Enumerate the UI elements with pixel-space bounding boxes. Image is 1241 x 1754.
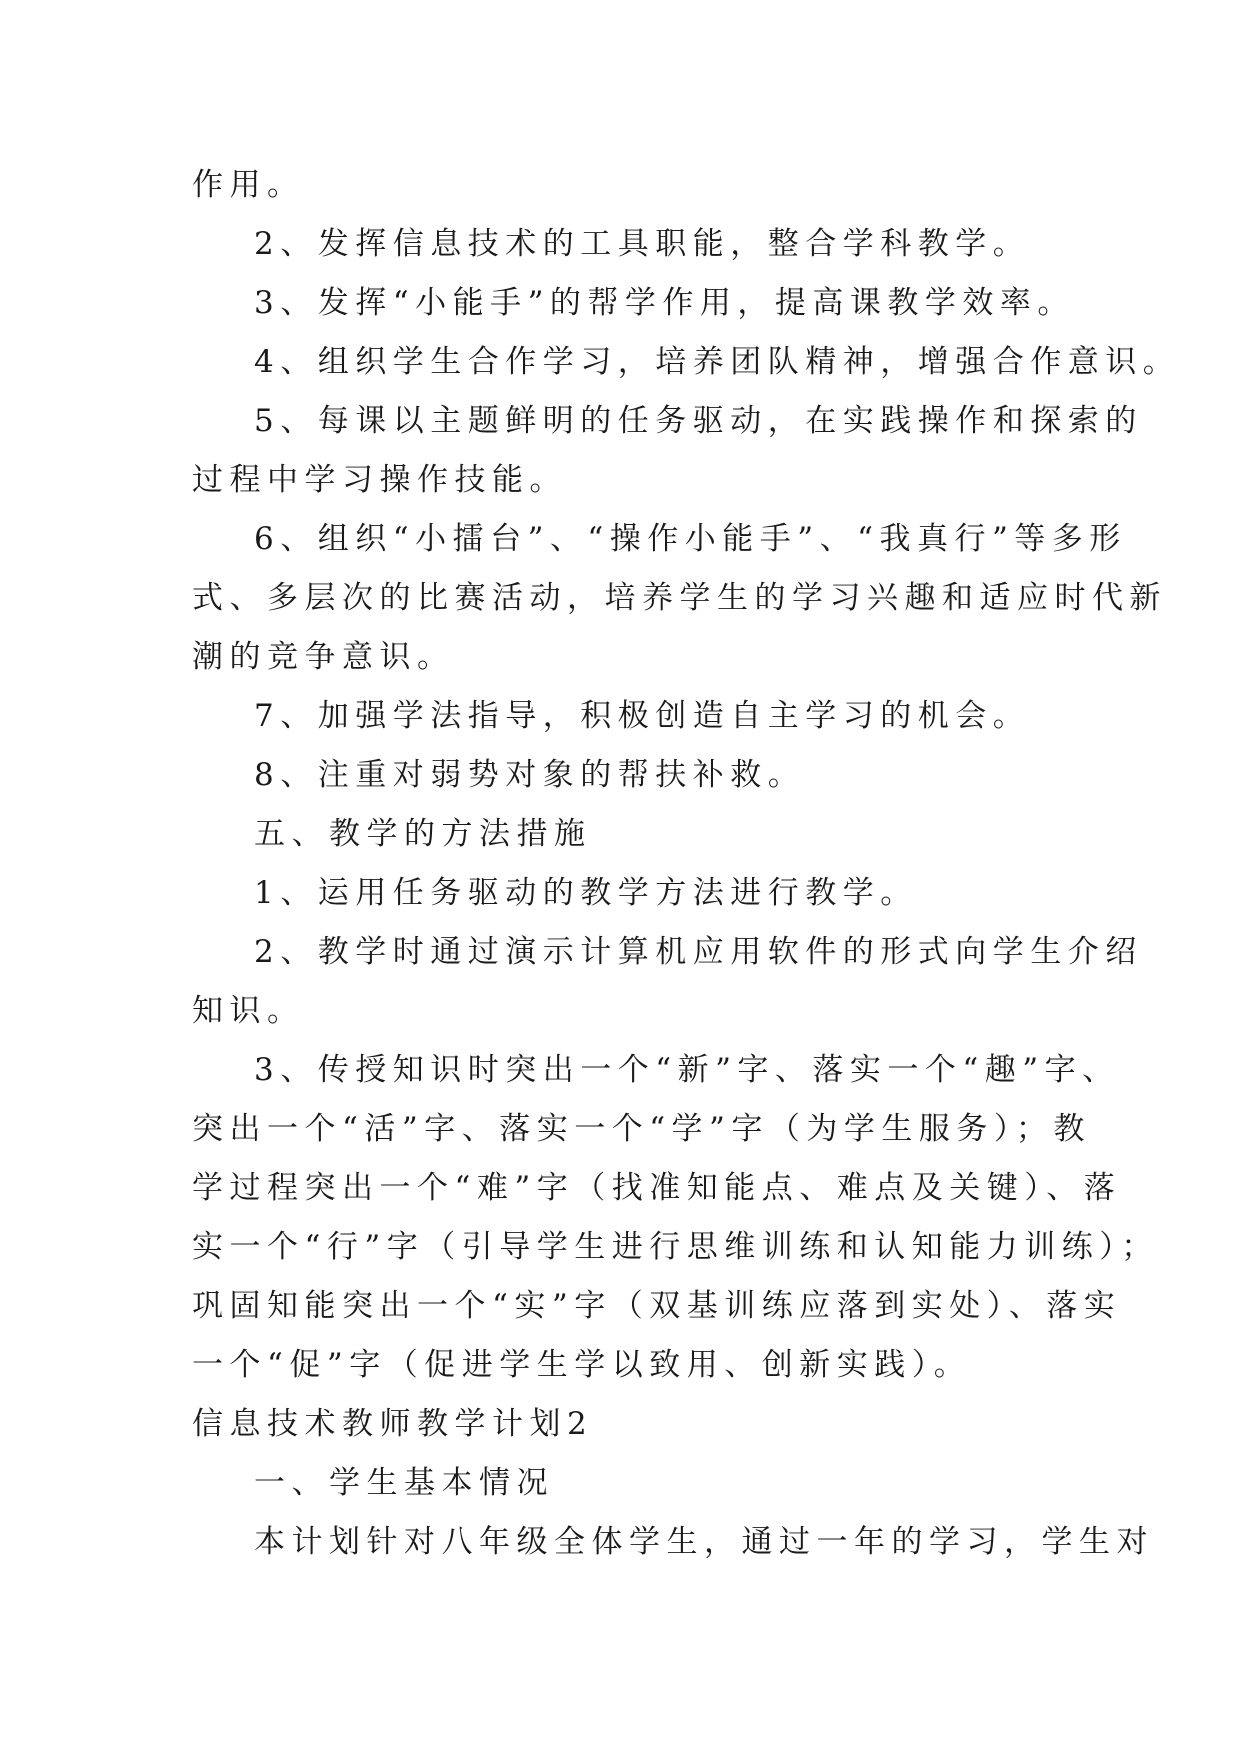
paragraph-line: 式、多层次的比赛活动，培养学生的学习兴趣和适应时代新 bbox=[192, 580, 1167, 616]
paragraph-line: 知识。 bbox=[192, 993, 305, 1029]
list-item: 5、每课以主题鲜明的任务驱动，在实践操作和探索的 bbox=[254, 403, 1143, 439]
paragraph-line: 巩固知能突出一个“实”字（双基训练应落到实处）、落实 bbox=[192, 1288, 1122, 1324]
list-item: 6、组织“小擂台”、“操作小能手”、“我真行”等多形 bbox=[254, 521, 1127, 557]
section-heading: 一、学生基本情况 bbox=[254, 1465, 554, 1501]
paragraph-line: 实一个“行”字（引导学生进行思维训练和认知能力训练）； bbox=[192, 1229, 1159, 1265]
list-item: 3、传授知识时突出一个“新”字、落实一个“趣”字、 bbox=[254, 1052, 1120, 1088]
list-item: 4、组织学生合作学习，培养团队精神，增强合作意识。 bbox=[254, 344, 1181, 380]
paragraph-line: 本计划针对八年级全体学生，通过一年的学习，学生对 bbox=[254, 1524, 1154, 1560]
list-item: 1、运用任务驱动的教学方法进行教学。 bbox=[254, 875, 918, 911]
list-item: 2、发挥信息技术的工具职能，整合学科教学。 bbox=[254, 226, 1031, 262]
paragraph-line: 学过程突出一个“难”字（找准知能点、难点及关键）、落 bbox=[192, 1170, 1122, 1206]
document-title: 信息技术教师教学计划2 bbox=[192, 1406, 594, 1442]
list-item: 7、加强学法指导，积极创造自主学习的机会。 bbox=[254, 698, 1031, 734]
section-heading: 五、教学的方法措施 bbox=[254, 816, 592, 852]
paragraph-line: 过程中学习操作技能。 bbox=[192, 462, 567, 498]
paragraph-line: 突出一个“活”字、落实一个“学”字（为学生服务）；教 bbox=[192, 1111, 1091, 1147]
list-item: 3、发挥“小能手”的帮学作用，提高课教学效率。 bbox=[254, 285, 1075, 321]
list-item: 2、教学时通过演示计算机应用软件的形式向学生介绍 bbox=[254, 934, 1143, 970]
paragraph-line: 作用。 bbox=[192, 167, 305, 203]
paragraph-line: 潮的竞争意识。 bbox=[192, 639, 455, 675]
paragraph-line: 一个“促”字（促进学生学以致用、创新实践）。 bbox=[192, 1347, 972, 1383]
list-item: 8、注重对弱势对象的帮扶补救。 bbox=[254, 757, 806, 793]
